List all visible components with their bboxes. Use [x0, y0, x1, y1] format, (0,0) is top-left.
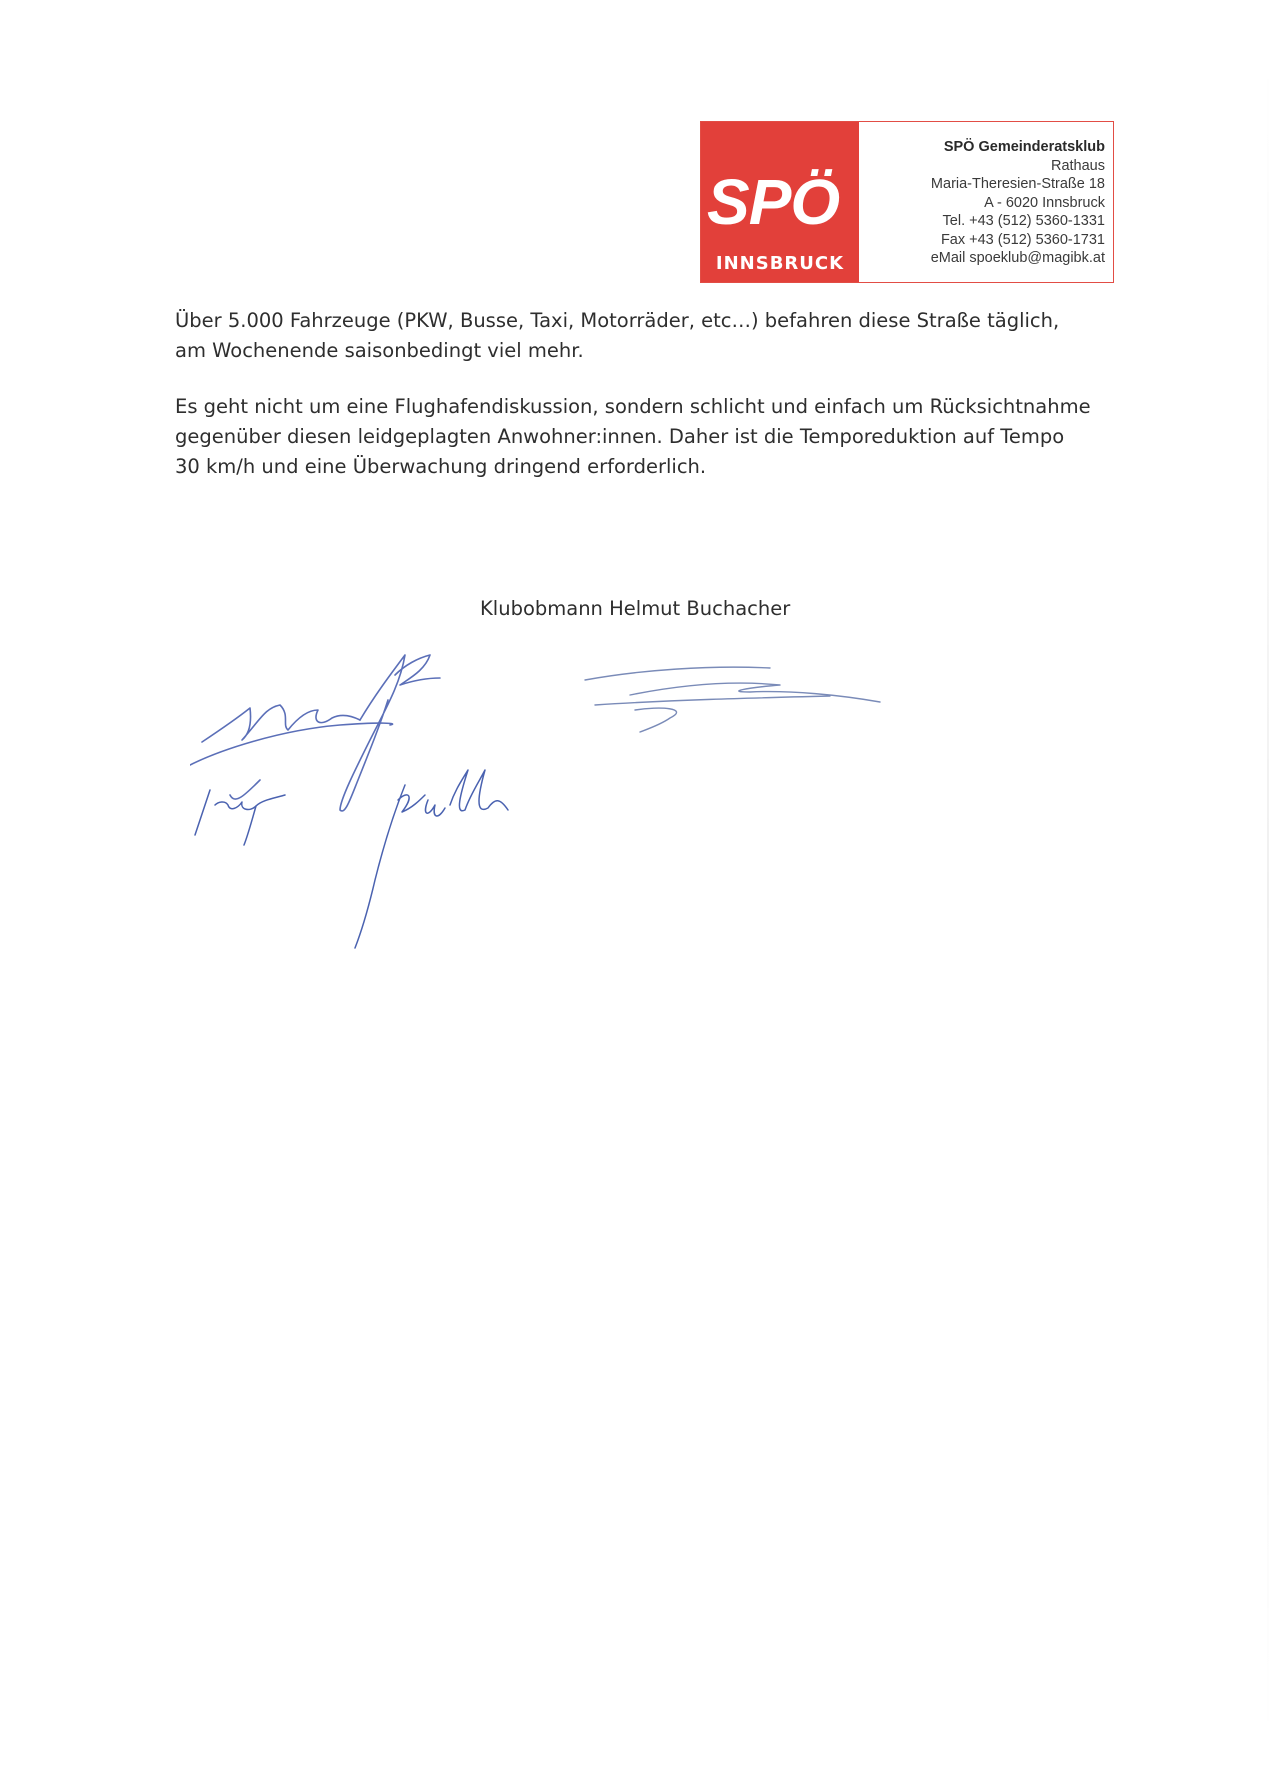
paragraph-traffic	[175, 306, 1115, 366]
logo-wordmark: SPÖ	[707, 166, 840, 238]
signature-stroke	[215, 795, 285, 809]
logo-city: INNSBRUCK	[715, 253, 845, 274]
email-address: eMail spoeklub@magibk.at	[930, 250, 1105, 266]
handwritten-signatures	[190, 630, 1010, 970]
fax-number: Fax +43 (512) 5360-1731	[940, 231, 1105, 248]
signature-stroke	[244, 806, 256, 845]
phone-number: Tel. +43 (512) 5360-1331	[942, 213, 1105, 229]
paragraph-line: gegenüber diesen leidgeplagten Anwohner:innen. Daher ist die Temporeduktion auf Tempo	[175, 425, 1065, 448]
signature-stroke	[202, 705, 360, 742]
paragraph-line: 30 km/h und eine Überwachung dringend erforderlich.	[175, 455, 707, 478]
signature-stroke	[355, 785, 405, 948]
signature-stroke	[585, 667, 770, 680]
signature-stroke	[398, 795, 425, 812]
address-line-1: Rathaus	[1050, 157, 1105, 174]
scan-edge	[1267, 50, 1269, 1750]
paragraph-line: am Wochenende saisonbedingt viel mehr.	[175, 339, 584, 362]
paragraph-line: Über 5.000 Fahrzeuge (PKW, Busse, Taxi, Motorräder, etc…) befahren diese Straße täglich,	[175, 309, 1060, 332]
paragraph-request	[175, 392, 1115, 482]
signature-stroke	[635, 708, 677, 732]
signature-stroke	[450, 770, 508, 811]
letterhead	[700, 121, 1114, 283]
signature-stroke	[426, 800, 445, 816]
organization-name: SPÖ Gemeinderatsklub	[943, 139, 1105, 155]
signature-stroke	[630, 683, 880, 702]
address-line-2: Maria-Theresien-Straße 18	[930, 176, 1105, 192]
contact-block	[859, 122, 1113, 282]
signatory-name: Klubobmann Helmut Buchacher	[480, 597, 791, 620]
address-line-3: A - 6020 Innsbruck	[984, 194, 1105, 211]
spo-logo	[701, 122, 859, 282]
signature-stroke	[195, 790, 210, 835]
paragraph-line: Es geht nicht um eine Flughafendiskussion, sondern schlicht und einfach um Rücksichtnahme	[175, 395, 1091, 418]
letter-body	[175, 306, 1115, 508]
signature-stroke	[340, 655, 405, 811]
signature-stroke	[230, 780, 260, 799]
signature-stroke	[595, 696, 830, 705]
